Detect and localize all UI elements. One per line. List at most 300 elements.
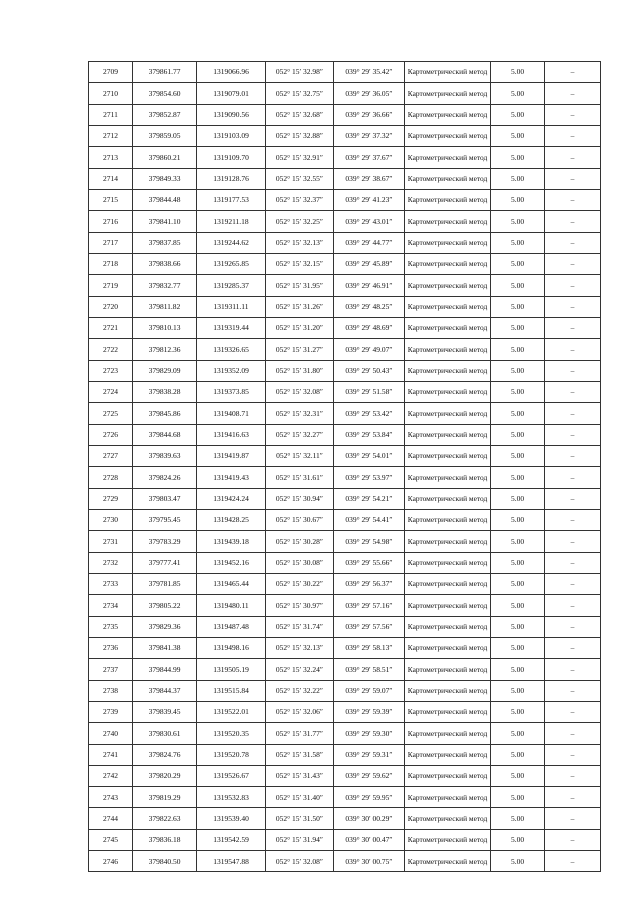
point-number-cell: 2710 bbox=[89, 83, 133, 104]
point-number-cell: 2726 bbox=[89, 424, 133, 445]
method-cell: Картометрический метод bbox=[405, 168, 491, 189]
method-cell: Картометрический метод bbox=[405, 595, 491, 616]
precision-cell: 5.00 bbox=[491, 168, 545, 189]
note-cell: – bbox=[545, 339, 601, 360]
table-row bbox=[89, 808, 601, 829]
table-row bbox=[89, 637, 601, 658]
point-number-cell: 2724 bbox=[89, 381, 133, 402]
method-cell: Картометрический метод bbox=[405, 253, 491, 274]
point-number-cell: 2722 bbox=[89, 339, 133, 360]
latitude-cell: 052° 15′ 32.06″ bbox=[266, 701, 334, 722]
table-row bbox=[89, 765, 601, 786]
point-number-cell: 2742 bbox=[89, 765, 133, 786]
y-coordinate-cell: 1319177.53 bbox=[197, 189, 266, 210]
longitude-cell: 039° 29′ 59.30″ bbox=[334, 723, 405, 744]
x-coordinate-cell: 379795.45 bbox=[133, 509, 197, 530]
note-cell: – bbox=[545, 616, 601, 637]
x-coordinate-cell: 379811.82 bbox=[133, 296, 197, 317]
note-cell: – bbox=[545, 296, 601, 317]
latitude-cell: 052° 15′ 32.27″ bbox=[266, 424, 334, 445]
x-coordinate-cell: 379860.21 bbox=[133, 147, 197, 168]
x-coordinate-cell: 379845.86 bbox=[133, 403, 197, 424]
point-number-cell: 2734 bbox=[89, 595, 133, 616]
y-coordinate-cell: 1319520.78 bbox=[197, 744, 266, 765]
precision-cell: 5.00 bbox=[491, 147, 545, 168]
x-coordinate-cell: 379839.45 bbox=[133, 701, 197, 722]
x-coordinate-cell: 379838.28 bbox=[133, 381, 197, 402]
method-cell: Картометрический метод bbox=[405, 616, 491, 637]
longitude-cell: 039° 29′ 59.95″ bbox=[334, 787, 405, 808]
precision-cell: 5.00 bbox=[491, 296, 545, 317]
method-cell: Картометрический метод bbox=[405, 104, 491, 125]
table-row bbox=[89, 744, 601, 765]
note-cell: – bbox=[545, 275, 601, 296]
point-number-cell: 2746 bbox=[89, 851, 133, 872]
x-coordinate-cell: 379841.38 bbox=[133, 637, 197, 658]
x-coordinate-cell: 379844.48 bbox=[133, 189, 197, 210]
longitude-cell: 039° 29′ 51.58″ bbox=[334, 381, 405, 402]
point-number-cell: 2745 bbox=[89, 829, 133, 850]
x-coordinate-cell: 379839.63 bbox=[133, 445, 197, 466]
note-cell: – bbox=[545, 808, 601, 829]
latitude-cell: 052° 15′ 32.13″ bbox=[266, 232, 334, 253]
y-coordinate-cell: 1319128.76 bbox=[197, 168, 266, 189]
latitude-cell: 052° 15′ 31.77″ bbox=[266, 723, 334, 744]
y-coordinate-cell: 1319480.11 bbox=[197, 595, 266, 616]
y-coordinate-cell: 1319498.16 bbox=[197, 637, 266, 658]
longitude-cell: 039° 29′ 58.13″ bbox=[334, 637, 405, 658]
precision-cell: 5.00 bbox=[491, 275, 545, 296]
longitude-cell: 039° 29′ 48.25″ bbox=[334, 296, 405, 317]
longitude-cell: 039° 29′ 44.77″ bbox=[334, 232, 405, 253]
method-cell: Картометрический метод bbox=[405, 211, 491, 232]
y-coordinate-cell: 1319109.70 bbox=[197, 147, 266, 168]
latitude-cell: 052° 15′ 30.94″ bbox=[266, 488, 334, 509]
precision-cell: 5.00 bbox=[491, 488, 545, 509]
table-row bbox=[89, 147, 601, 168]
point-number-cell: 2727 bbox=[89, 445, 133, 466]
latitude-cell: 052° 15′ 32.22″ bbox=[266, 680, 334, 701]
x-coordinate-cell: 379824.76 bbox=[133, 744, 197, 765]
note-cell: – bbox=[545, 851, 601, 872]
x-coordinate-cell: 379844.99 bbox=[133, 659, 197, 680]
precision-cell: 5.00 bbox=[491, 829, 545, 850]
point-number-cell: 2739 bbox=[89, 701, 133, 722]
precision-cell: 5.00 bbox=[491, 851, 545, 872]
point-number-cell: 2720 bbox=[89, 296, 133, 317]
x-coordinate-cell: 379836.18 bbox=[133, 829, 197, 850]
y-coordinate-cell: 1319547.88 bbox=[197, 851, 266, 872]
y-coordinate-cell: 1319311.11 bbox=[197, 296, 266, 317]
precision-cell: 5.00 bbox=[491, 62, 545, 83]
latitude-cell: 052° 15′ 32.13″ bbox=[266, 637, 334, 658]
note-cell: – bbox=[545, 637, 601, 658]
latitude-cell: 052° 15′ 31.50″ bbox=[266, 808, 334, 829]
x-coordinate-cell: 379829.36 bbox=[133, 616, 197, 637]
longitude-cell: 039° 29′ 59.39″ bbox=[334, 701, 405, 722]
longitude-cell: 039° 29′ 57.16″ bbox=[334, 595, 405, 616]
longitude-cell: 039° 30′ 00.47″ bbox=[334, 829, 405, 850]
point-number-cell: 2711 bbox=[89, 104, 133, 125]
precision-cell: 5.00 bbox=[491, 573, 545, 594]
precision-cell: 5.00 bbox=[491, 211, 545, 232]
table-row bbox=[89, 211, 601, 232]
point-number-cell: 2731 bbox=[89, 531, 133, 552]
note-cell: – bbox=[545, 381, 601, 402]
longitude-cell: 039° 29′ 59.31″ bbox=[334, 744, 405, 765]
x-coordinate-cell: 379820.29 bbox=[133, 765, 197, 786]
latitude-cell: 052° 15′ 32.88″ bbox=[266, 125, 334, 146]
table-row bbox=[89, 573, 601, 594]
precision-cell: 5.00 bbox=[491, 787, 545, 808]
longitude-cell: 039° 29′ 48.69″ bbox=[334, 317, 405, 338]
x-coordinate-cell: 379824.26 bbox=[133, 467, 197, 488]
latitude-cell: 052° 15′ 32.68″ bbox=[266, 104, 334, 125]
y-coordinate-cell: 1319505.19 bbox=[197, 659, 266, 680]
y-coordinate-cell: 1319542.59 bbox=[197, 829, 266, 850]
note-cell: – bbox=[545, 232, 601, 253]
longitude-cell: 039° 29′ 46.91″ bbox=[334, 275, 405, 296]
method-cell: Картометрический метод bbox=[405, 829, 491, 850]
longitude-cell: 039° 29′ 38.67″ bbox=[334, 168, 405, 189]
note-cell: – bbox=[545, 744, 601, 765]
latitude-cell: 052° 15′ 32.15″ bbox=[266, 253, 334, 274]
x-coordinate-cell: 379810.13 bbox=[133, 317, 197, 338]
point-number-cell: 2717 bbox=[89, 232, 133, 253]
x-coordinate-cell: 379844.68 bbox=[133, 424, 197, 445]
point-number-cell: 2718 bbox=[89, 253, 133, 274]
precision-cell: 5.00 bbox=[491, 339, 545, 360]
table-row bbox=[89, 339, 601, 360]
note-cell: – bbox=[545, 765, 601, 786]
precision-cell: 5.00 bbox=[491, 467, 545, 488]
method-cell: Картометрический метод bbox=[405, 744, 491, 765]
y-coordinate-cell: 1319326.65 bbox=[197, 339, 266, 360]
note-cell: – bbox=[545, 189, 601, 210]
latitude-cell: 052° 15′ 32.08″ bbox=[266, 381, 334, 402]
longitude-cell: 039° 29′ 55.66″ bbox=[334, 552, 405, 573]
x-coordinate-cell: 379805.22 bbox=[133, 595, 197, 616]
latitude-cell: 052° 15′ 31.80″ bbox=[266, 360, 334, 381]
y-coordinate-cell: 1319211.18 bbox=[197, 211, 266, 232]
table-row bbox=[89, 253, 601, 274]
y-coordinate-cell: 1319066.96 bbox=[197, 62, 266, 83]
point-number-cell: 2714 bbox=[89, 168, 133, 189]
precision-cell: 5.00 bbox=[491, 445, 545, 466]
x-coordinate-cell: 379840.50 bbox=[133, 851, 197, 872]
x-coordinate-cell: 379859.05 bbox=[133, 125, 197, 146]
method-cell: Картометрический метод bbox=[405, 808, 491, 829]
precision-cell: 5.00 bbox=[491, 104, 545, 125]
table-row bbox=[89, 531, 601, 552]
note-cell: – bbox=[545, 531, 601, 552]
y-coordinate-cell: 1319352.09 bbox=[197, 360, 266, 381]
point-number-cell: 2719 bbox=[89, 275, 133, 296]
longitude-cell: 039° 29′ 59.07″ bbox=[334, 680, 405, 701]
y-coordinate-cell: 1319285.37 bbox=[197, 275, 266, 296]
longitude-cell: 039° 30′ 00.75″ bbox=[334, 851, 405, 872]
precision-cell: 5.00 bbox=[491, 659, 545, 680]
point-number-cell: 2713 bbox=[89, 147, 133, 168]
x-coordinate-cell: 379844.37 bbox=[133, 680, 197, 701]
table-row bbox=[89, 296, 601, 317]
table-row bbox=[89, 189, 601, 210]
method-cell: Картометрический метод bbox=[405, 360, 491, 381]
latitude-cell: 052° 15′ 32.25″ bbox=[266, 211, 334, 232]
method-cell: Картометрический метод bbox=[405, 275, 491, 296]
note-cell: – bbox=[545, 467, 601, 488]
table-row bbox=[89, 851, 601, 872]
y-coordinate-cell: 1319532.83 bbox=[197, 787, 266, 808]
y-coordinate-cell: 1319373.85 bbox=[197, 381, 266, 402]
point-number-cell: 2736 bbox=[89, 637, 133, 658]
y-coordinate-cell: 1319487.48 bbox=[197, 616, 266, 637]
table-row bbox=[89, 83, 601, 104]
y-coordinate-cell: 1319079.01 bbox=[197, 83, 266, 104]
y-coordinate-cell: 1319419.43 bbox=[197, 467, 266, 488]
y-coordinate-cell: 1319416.63 bbox=[197, 424, 266, 445]
x-coordinate-cell: 379841.10 bbox=[133, 211, 197, 232]
latitude-cell: 052° 15′ 32.08″ bbox=[266, 851, 334, 872]
longitude-cell: 039° 29′ 56.37″ bbox=[334, 573, 405, 594]
longitude-cell: 039° 29′ 59.62″ bbox=[334, 765, 405, 786]
point-number-cell: 2721 bbox=[89, 317, 133, 338]
method-cell: Картометрический метод bbox=[405, 445, 491, 466]
longitude-cell: 039° 29′ 58.51″ bbox=[334, 659, 405, 680]
x-coordinate-cell: 379854.60 bbox=[133, 83, 197, 104]
method-cell: Картометрический метод bbox=[405, 765, 491, 786]
method-cell: Картометрический метод bbox=[405, 62, 491, 83]
method-cell: Картометрический метод bbox=[405, 339, 491, 360]
point-number-cell: 2723 bbox=[89, 360, 133, 381]
longitude-cell: 039° 29′ 37.32″ bbox=[334, 125, 405, 146]
note-cell: – bbox=[545, 787, 601, 808]
point-number-cell: 2733 bbox=[89, 573, 133, 594]
note-cell: – bbox=[545, 62, 601, 83]
y-coordinate-cell: 1319424.24 bbox=[197, 488, 266, 509]
precision-cell: 5.00 bbox=[491, 744, 545, 765]
x-coordinate-cell: 379781.85 bbox=[133, 573, 197, 594]
precision-cell: 5.00 bbox=[491, 595, 545, 616]
x-coordinate-cell: 379837.85 bbox=[133, 232, 197, 253]
table-row bbox=[89, 488, 601, 509]
precision-cell: 5.00 bbox=[491, 723, 545, 744]
point-number-cell: 2744 bbox=[89, 808, 133, 829]
x-coordinate-cell: 379819.29 bbox=[133, 787, 197, 808]
x-coordinate-cell: 379783.29 bbox=[133, 531, 197, 552]
x-coordinate-cell: 379832.77 bbox=[133, 275, 197, 296]
precision-cell: 5.00 bbox=[491, 125, 545, 146]
latitude-cell: 052° 15′ 32.11″ bbox=[266, 445, 334, 466]
precision-cell: 5.00 bbox=[491, 403, 545, 424]
note-cell: – bbox=[545, 445, 601, 466]
x-coordinate-cell: 379849.33 bbox=[133, 168, 197, 189]
y-coordinate-cell: 1319428.25 bbox=[197, 509, 266, 530]
longitude-cell: 039° 30′ 00.29″ bbox=[334, 808, 405, 829]
point-number-cell: 2730 bbox=[89, 509, 133, 530]
method-cell: Картометрический метод bbox=[405, 467, 491, 488]
latitude-cell: 052° 15′ 31.27″ bbox=[266, 339, 334, 360]
longitude-cell: 039° 29′ 41.23″ bbox=[334, 189, 405, 210]
y-coordinate-cell: 1319515.84 bbox=[197, 680, 266, 701]
longitude-cell: 039° 29′ 54.98″ bbox=[334, 531, 405, 552]
method-cell: Картометрический метод bbox=[405, 424, 491, 445]
latitude-cell: 052° 15′ 32.31″ bbox=[266, 403, 334, 424]
method-cell: Картометрический метод bbox=[405, 680, 491, 701]
y-coordinate-cell: 1319319.44 bbox=[197, 317, 266, 338]
note-cell: – bbox=[545, 253, 601, 274]
point-number-cell: 2735 bbox=[89, 616, 133, 637]
method-cell: Картометрический метод bbox=[405, 723, 491, 744]
longitude-cell: 039° 29′ 54.01″ bbox=[334, 445, 405, 466]
table-row bbox=[89, 680, 601, 701]
table-row bbox=[89, 467, 601, 488]
point-number-cell: 2737 bbox=[89, 659, 133, 680]
method-cell: Картометрический метод bbox=[405, 637, 491, 658]
latitude-cell: 052° 15′ 31.26″ bbox=[266, 296, 334, 317]
x-coordinate-cell: 379803.47 bbox=[133, 488, 197, 509]
note-cell: – bbox=[545, 829, 601, 850]
y-coordinate-cell: 1319452.16 bbox=[197, 552, 266, 573]
table-row bbox=[89, 232, 601, 253]
method-cell: Картометрический метод bbox=[405, 573, 491, 594]
table-row bbox=[89, 424, 601, 445]
coordinates-table bbox=[88, 61, 601, 872]
point-number-cell: 2743 bbox=[89, 787, 133, 808]
method-cell: Картометрический метод bbox=[405, 189, 491, 210]
latitude-cell: 052° 15′ 30.08″ bbox=[266, 552, 334, 573]
latitude-cell: 052° 15′ 31.95″ bbox=[266, 275, 334, 296]
method-cell: Картометрический метод bbox=[405, 531, 491, 552]
point-number-cell: 2740 bbox=[89, 723, 133, 744]
longitude-cell: 039° 29′ 53.42″ bbox=[334, 403, 405, 424]
longitude-cell: 039° 29′ 53.84″ bbox=[334, 424, 405, 445]
longitude-cell: 039° 29′ 53.97″ bbox=[334, 467, 405, 488]
x-coordinate-cell: 379822.63 bbox=[133, 808, 197, 829]
latitude-cell: 052° 15′ 31.74″ bbox=[266, 616, 334, 637]
longitude-cell: 039° 29′ 49.07″ bbox=[334, 339, 405, 360]
note-cell: – bbox=[545, 125, 601, 146]
precision-cell: 5.00 bbox=[491, 701, 545, 722]
latitude-cell: 052° 15′ 31.94″ bbox=[266, 829, 334, 850]
precision-cell: 5.00 bbox=[491, 360, 545, 381]
precision-cell: 5.00 bbox=[491, 509, 545, 530]
precision-cell: 5.00 bbox=[491, 317, 545, 338]
table-row bbox=[89, 275, 601, 296]
method-cell: Картометрический метод bbox=[405, 403, 491, 424]
method-cell: Картометрический метод bbox=[405, 787, 491, 808]
note-cell: – bbox=[545, 147, 601, 168]
table-row bbox=[89, 787, 601, 808]
y-coordinate-cell: 1319520.35 bbox=[197, 723, 266, 744]
latitude-cell: 052° 15′ 31.58″ bbox=[266, 744, 334, 765]
method-cell: Картометрический метод bbox=[405, 851, 491, 872]
table-row bbox=[89, 701, 601, 722]
point-number-cell: 2716 bbox=[89, 211, 133, 232]
point-number-cell: 2725 bbox=[89, 403, 133, 424]
point-number-cell: 2738 bbox=[89, 680, 133, 701]
note-cell: – bbox=[545, 488, 601, 509]
table-row bbox=[89, 595, 601, 616]
table-row bbox=[89, 62, 601, 83]
latitude-cell: 052° 15′ 32.75″ bbox=[266, 83, 334, 104]
precision-cell: 5.00 bbox=[491, 531, 545, 552]
y-coordinate-cell: 1319439.18 bbox=[197, 531, 266, 552]
precision-cell: 5.00 bbox=[491, 83, 545, 104]
precision-cell: 5.00 bbox=[491, 381, 545, 402]
longitude-cell: 039° 29′ 45.89″ bbox=[334, 253, 405, 274]
x-coordinate-cell: 379852.87 bbox=[133, 104, 197, 125]
precision-cell: 5.00 bbox=[491, 189, 545, 210]
x-coordinate-cell: 379812.36 bbox=[133, 339, 197, 360]
note-cell: – bbox=[545, 595, 601, 616]
point-number-cell: 2715 bbox=[89, 189, 133, 210]
precision-cell: 5.00 bbox=[491, 424, 545, 445]
y-coordinate-cell: 1319265.85 bbox=[197, 253, 266, 274]
x-coordinate-cell: 379861.77 bbox=[133, 62, 197, 83]
method-cell: Картометрический метод bbox=[405, 147, 491, 168]
y-coordinate-cell: 1319526.67 bbox=[197, 765, 266, 786]
precision-cell: 5.00 bbox=[491, 637, 545, 658]
precision-cell: 5.00 bbox=[491, 808, 545, 829]
table-row bbox=[89, 104, 601, 125]
note-cell: – bbox=[545, 317, 601, 338]
point-number-cell: 2712 bbox=[89, 125, 133, 146]
y-coordinate-cell: 1319465.44 bbox=[197, 573, 266, 594]
latitude-cell: 052° 15′ 32.55″ bbox=[266, 168, 334, 189]
latitude-cell: 052° 15′ 31.20″ bbox=[266, 317, 334, 338]
note-cell: – bbox=[545, 552, 601, 573]
note-cell: – bbox=[545, 403, 601, 424]
y-coordinate-cell: 1319408.71 bbox=[197, 403, 266, 424]
point-number-cell: 2728 bbox=[89, 467, 133, 488]
y-coordinate-cell: 1319244.62 bbox=[197, 232, 266, 253]
longitude-cell: 039° 29′ 37.67″ bbox=[334, 147, 405, 168]
note-cell: – bbox=[545, 509, 601, 530]
method-cell: Картометрический метод bbox=[405, 232, 491, 253]
y-coordinate-cell: 1319539.40 bbox=[197, 808, 266, 829]
table-row bbox=[89, 829, 601, 850]
table-row bbox=[89, 723, 601, 744]
precision-cell: 5.00 bbox=[491, 680, 545, 701]
table-row bbox=[89, 445, 601, 466]
method-cell: Картометрический метод bbox=[405, 659, 491, 680]
latitude-cell: 052° 15′ 30.67″ bbox=[266, 509, 334, 530]
latitude-cell: 052° 15′ 31.40″ bbox=[266, 787, 334, 808]
longitude-cell: 039° 29′ 36.05″ bbox=[334, 83, 405, 104]
note-cell: – bbox=[545, 701, 601, 722]
y-coordinate-cell: 1319103.09 bbox=[197, 125, 266, 146]
method-cell: Картометрический метод bbox=[405, 552, 491, 573]
latitude-cell: 052° 15′ 32.24″ bbox=[266, 659, 334, 680]
precision-cell: 5.00 bbox=[491, 232, 545, 253]
method-cell: Картометрический метод bbox=[405, 509, 491, 530]
x-coordinate-cell: 379830.61 bbox=[133, 723, 197, 744]
point-number-cell: 2741 bbox=[89, 744, 133, 765]
x-coordinate-cell: 379777.41 bbox=[133, 552, 197, 573]
longitude-cell: 039° 29′ 54.21″ bbox=[334, 488, 405, 509]
note-cell: – bbox=[545, 104, 601, 125]
longitude-cell: 039° 29′ 36.66″ bbox=[334, 104, 405, 125]
x-coordinate-cell: 379829.09 bbox=[133, 360, 197, 381]
note-cell: – bbox=[545, 211, 601, 232]
note-cell: – bbox=[545, 680, 601, 701]
longitude-cell: 039° 29′ 35.42″ bbox=[334, 62, 405, 83]
table-body bbox=[89, 62, 601, 872]
table-row bbox=[89, 381, 601, 402]
table-row bbox=[89, 552, 601, 573]
table-row bbox=[89, 616, 601, 637]
